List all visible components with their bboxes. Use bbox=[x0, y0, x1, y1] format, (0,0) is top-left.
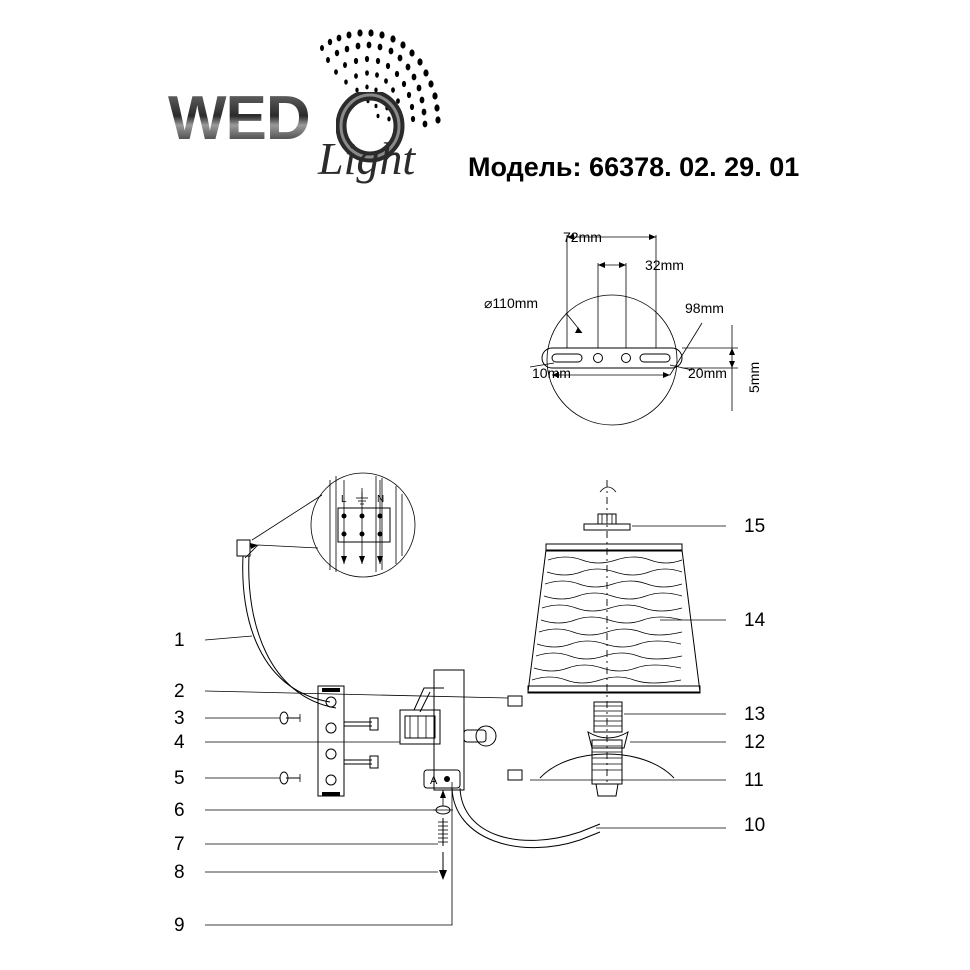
model-label bbox=[468, 152, 799, 183]
callout-13: 13 bbox=[744, 704, 766, 725]
screw-upper bbox=[280, 712, 300, 724]
svg-text:A: A bbox=[430, 775, 438, 787]
callout-11: 11 bbox=[744, 770, 764, 791]
model-prefix: Модель: bbox=[468, 152, 582, 182]
hardware-pin bbox=[439, 852, 447, 880]
screw-lower bbox=[280, 772, 300, 784]
callout-15: 15 bbox=[744, 516, 766, 537]
dim-20mm: 20mm bbox=[688, 365, 727, 381]
dim-5mm: 5mm bbox=[746, 361, 762, 393]
callout-9: 9 bbox=[174, 915, 185, 936]
callout-1: 1 bbox=[174, 630, 185, 651]
dim-110mm: ⌀110mm bbox=[484, 295, 539, 311]
svg-text:L: L bbox=[341, 494, 347, 505]
hardware-threaded-rod bbox=[438, 790, 448, 846]
mounting-plate-dimension-diagram bbox=[470, 215, 770, 435]
svg-text:N: N bbox=[377, 494, 385, 505]
callout-3: 3 bbox=[174, 708, 185, 729]
callout-8: 8 bbox=[174, 862, 185, 883]
callout-6: 6 bbox=[174, 800, 185, 821]
logo-wordmark: WED bbox=[168, 84, 310, 153]
dim-10mm: 10mm bbox=[532, 365, 571, 381]
callout-14: 14 bbox=[744, 610, 766, 631]
callout-4: 4 bbox=[174, 732, 185, 753]
callout-10: 10 bbox=[744, 815, 766, 836]
header bbox=[0, 0, 970, 210]
main-assembly-drawing bbox=[0, 440, 970, 970]
logo-script: Light bbox=[318, 133, 416, 184]
dim-98mm: 98mm bbox=[685, 300, 724, 316]
callout-2: 2 bbox=[174, 681, 185, 702]
callout-12: 12 bbox=[744, 732, 766, 753]
dim-32mm: 32mm bbox=[645, 257, 684, 273]
callout-5: 5 bbox=[174, 768, 185, 789]
dim-72mm: 72mm bbox=[563, 229, 602, 245]
model-code: 66378. 02. 29. 01 bbox=[589, 152, 800, 182]
callout-7: 7 bbox=[174, 834, 185, 855]
